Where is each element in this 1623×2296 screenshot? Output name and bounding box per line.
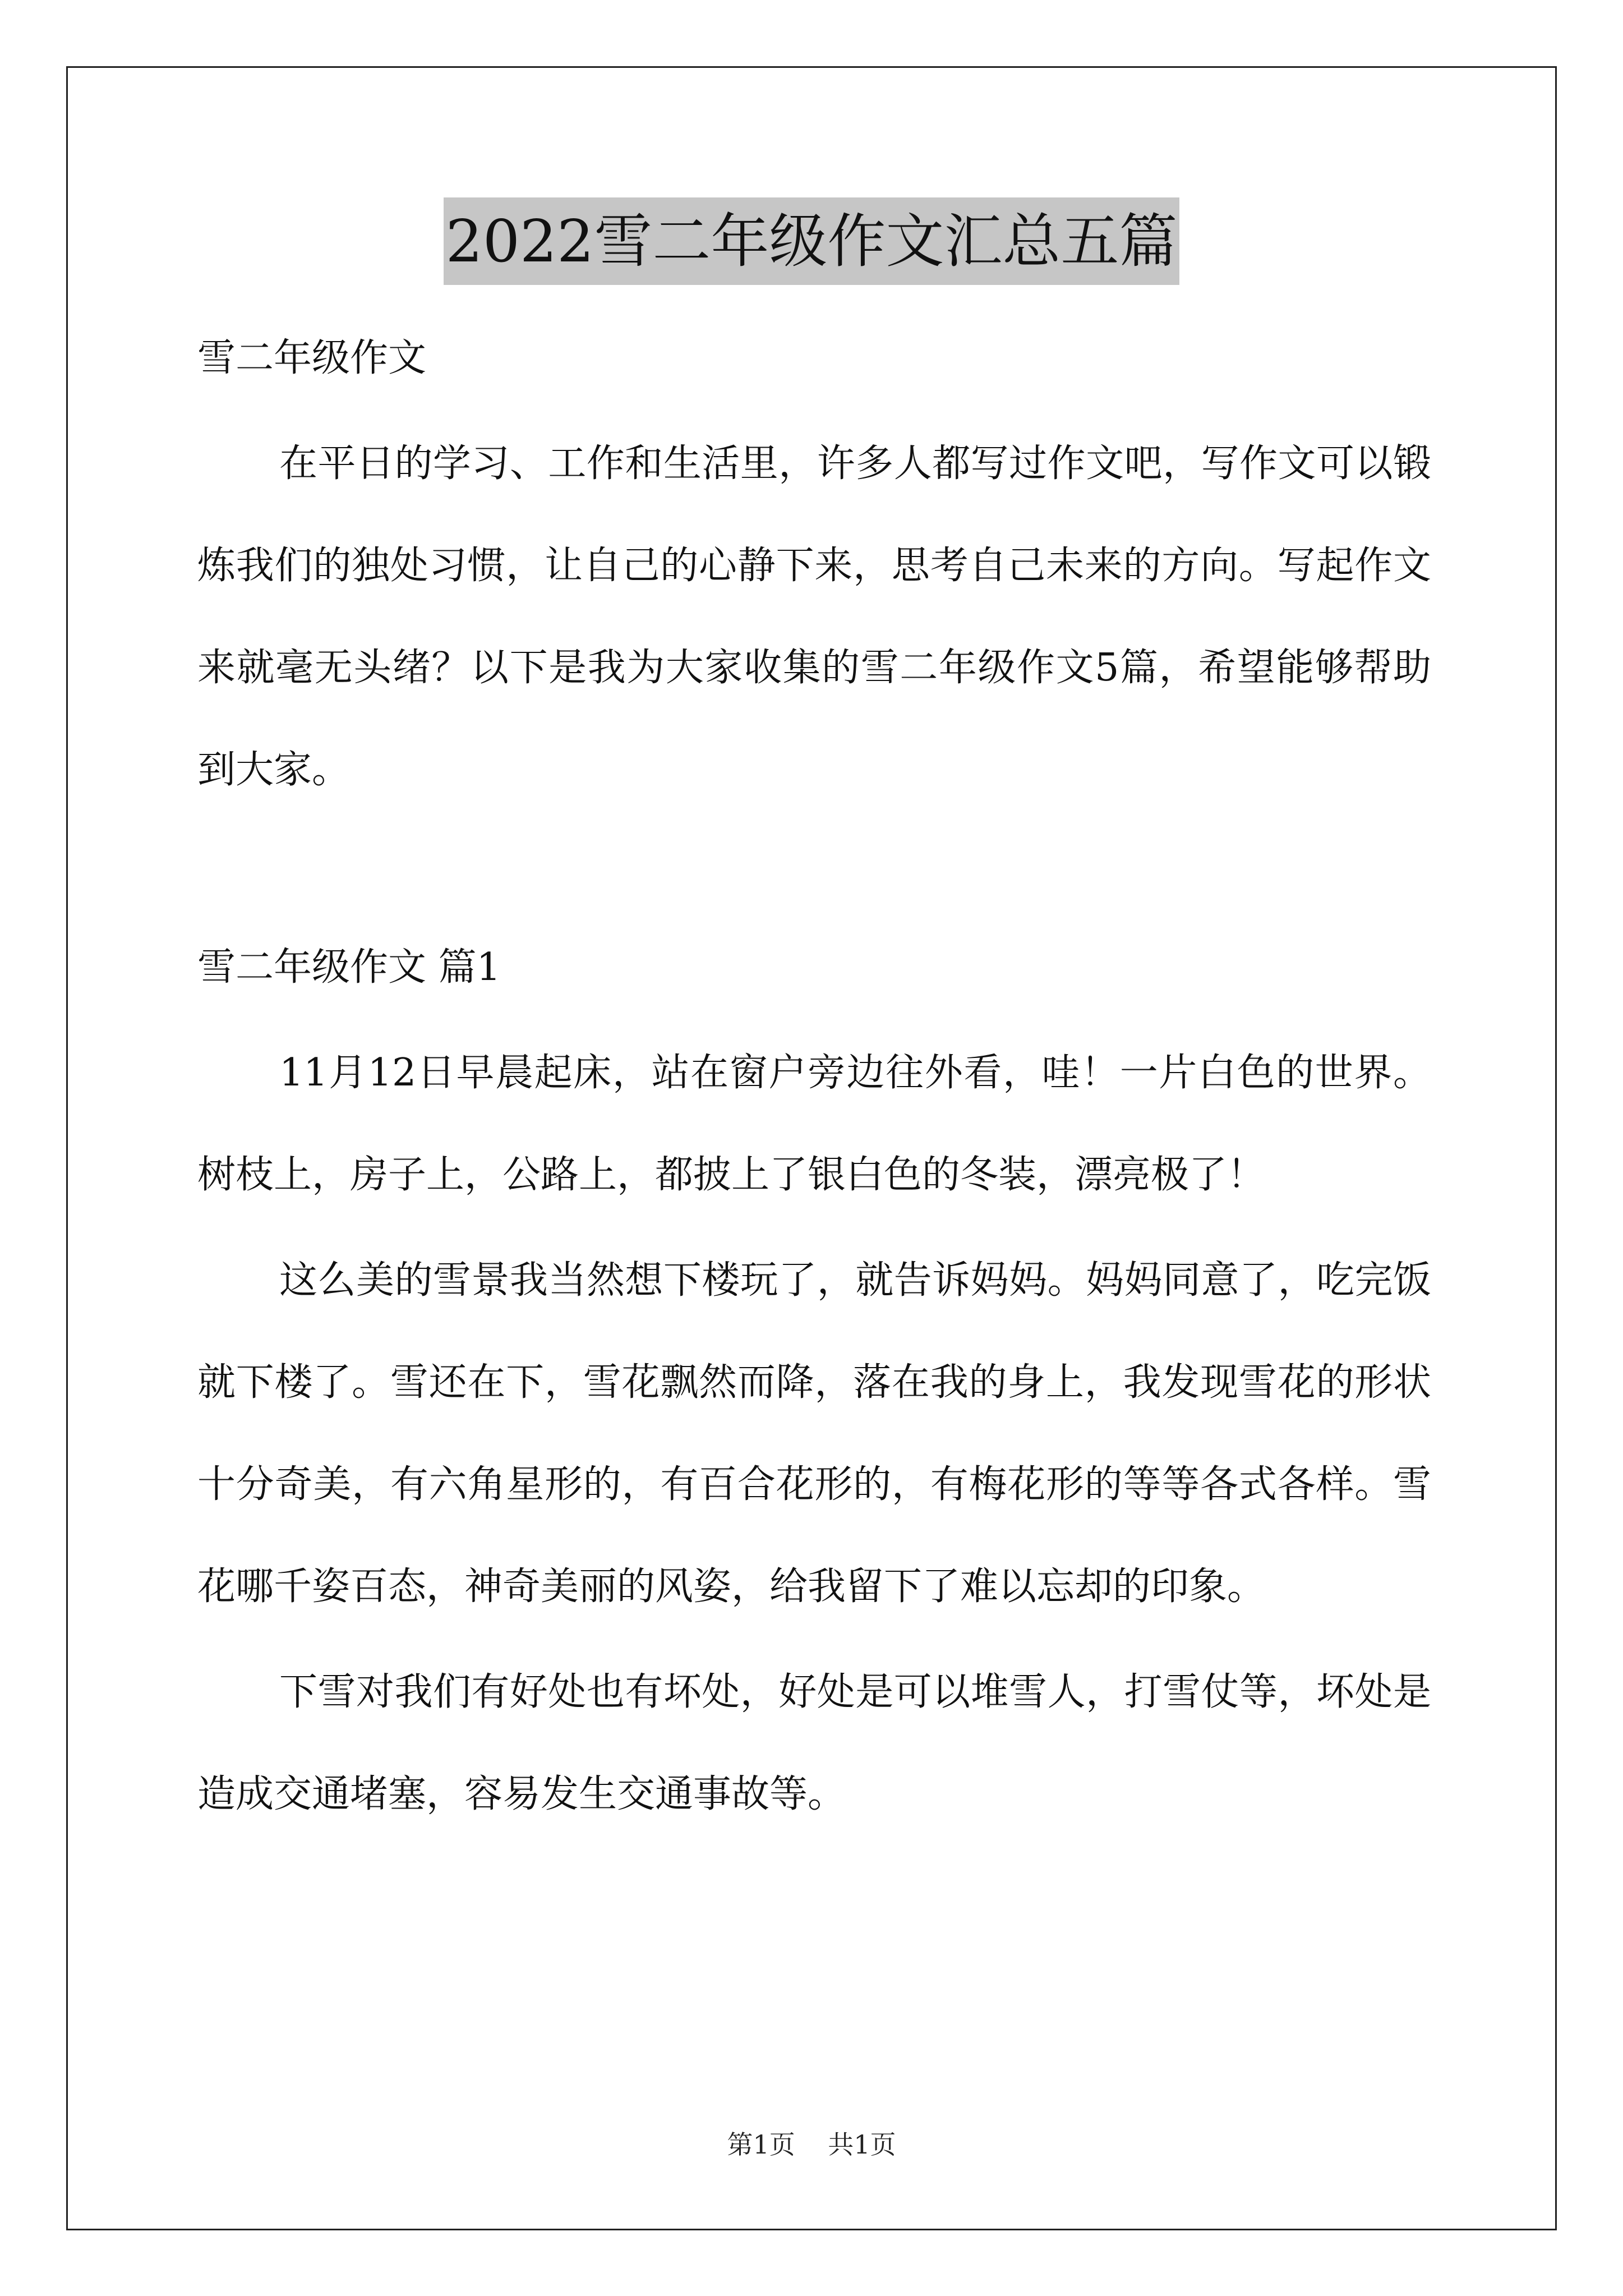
page-footer: [0, 2124, 1623, 2161]
page-total: 共1页: [828, 2129, 896, 2160]
title-container: [0, 197, 1623, 285]
section-spacer: [197, 821, 1431, 917]
document-body: [197, 307, 1431, 1846]
page-number: 第1页: [727, 2129, 795, 2160]
intro-paragraph: 在平日的学习、工作和生活里，许多人都写过作文吧，写作文可以锻炼我们的独处习惯，让自己的心静下来，思考自己未来的方向。写起作文来就毫无头绪？以下是我为大家收集的雪二年级作文5篇，希望能够帮助到大家。: [197, 441, 1431, 792]
intro-heading: 雪二年级作文: [197, 336, 427, 380]
section1-heading: 雪二年级作文 篇1: [197, 945, 501, 990]
section1-paragraph-3: 下雪对我们有好处也有坏处，好处是可以堆雪人，打雪仗等，坏处是造成交通堵塞，容易发生交通事故等。: [197, 1670, 1431, 1816]
document-title: 2022雪二年级作文汇总五篇: [444, 197, 1180, 285]
section1-paragraph-2: 这么美的雪景我当然想下楼玩了，就告诉妈妈。妈妈同意了，吃完饭就下楼了。雪还在下，雪花飘然而降，落在我的身上，我发现雪花的形状十分奇美，有六角星形的，有百合花形的，有梅花形的等等各式各样。雪花哪千姿百态，神奇美丽的风姿，给我留下了难以忘却的印象。: [197, 1258, 1431, 1609]
section1-paragraph-1: 11月12日早晨起床，站在窗户旁边往外看，哇！一片白色的世界。树枝上，房子上，公路上，都披上了银白色的冬装，漂亮极了！: [197, 1051, 1431, 1197]
